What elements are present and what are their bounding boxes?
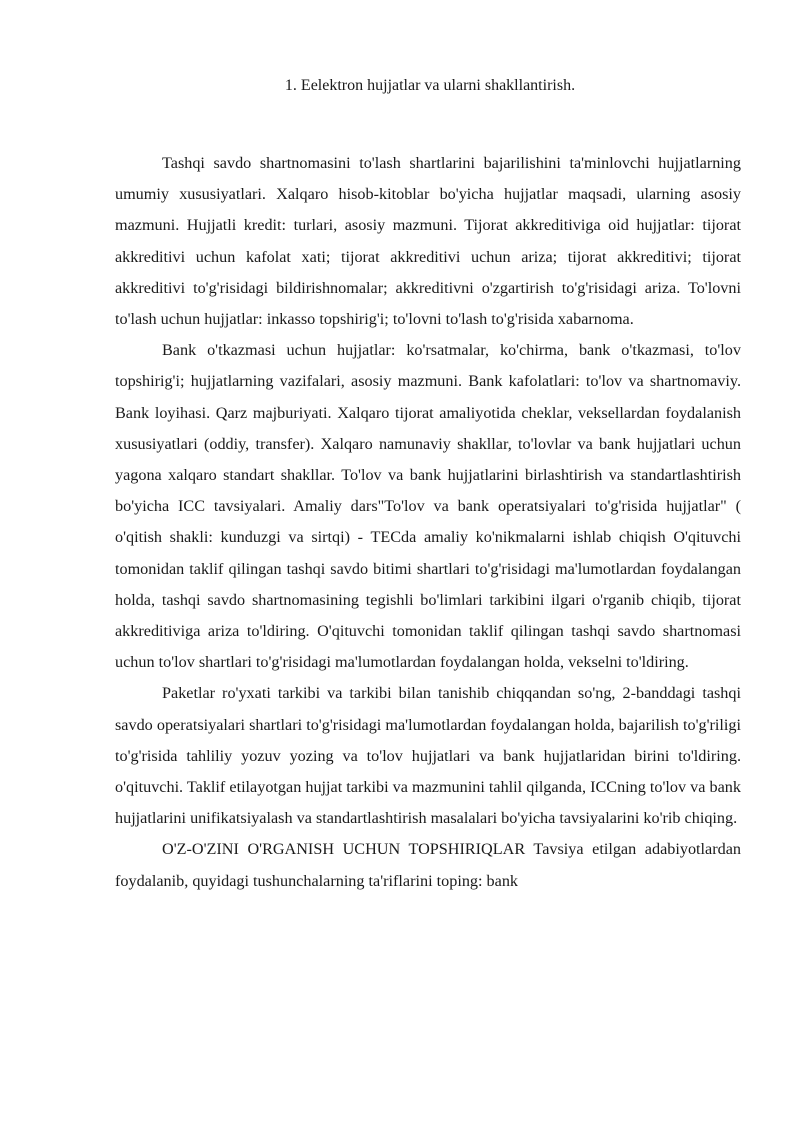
paragraph-1: Tashqi savdo shartnomasini to'lash shartlarini bajarilishini ta'minlovchi hujjatlarning umumiy xususiyatlari. Xalqaro hisob-kitoblar bo'yicha hujjatlar maqsadi, ularning asosiy mazmuni. Hujjatli kredit: turlari, asosiy mazmuni. Tijorat akkreditiviga oid hujjatlar: tijorat akkreditivi uchun kafolat xati; tijorat akkreditivi uchun ariza; tijorat akkreditivi; tijorat akkreditivi to'g'risidagi bildirishnomalar; akkreditivni o'zgartirish to'g'risidagi ariza. To'lovni to'lash uchun hujjatlar: inkasso topshirig'i; to'lovni to'lash to'g'risida xabarnoma. [115,154,741,329]
paragraph-2: Bank o'tkazmasi uchun hujjatlar: ko'rsatmalar, ko'chirma, bank o'tkazmasi, to'lov topshirig'i; hujjatlarning vazifalari, asosiy mazmuni. Bank kafolatlari: to'lov va shartnomaviy. Bank loyihasi. Qarz majburiyati. Xalqaro tijorat amaliyotida cheklar, veksellardan foydalanish xususiyatlari (oddiy, transfer). Xalqaro namunaviy shakllar, to'lovlar va bank hujjatlari uchun yagona xalqaro standart shakllar. To'lov va bank hujjatlarini birlashtirish va standartlashtirish bo'yicha ICC tavsiyalari. Amaliy dars"To'lov va bank operatsiyalari to'g'risida hujjatlar" ( o'qitish shakli: kunduzgi va sirtqi) - TECda amaliy ko'nikmalarni ishlab chiqish O'qituvchi tomonidan taklif qilingan tashqi savdo bitimi shartlari to'g'risidagi ma'lumotlardan foydalangan holda, tashqi savdo shartnomasining tegishli bo'limlari tarkibini ilgari o'rganib chiqib, tijorat akkreditiviga ariza to'ldiring. O'qituvchi tomonidan taklif qilingan tashqi savdo shartnomasi uchun to'lov shartlari to'g'risidagi ma'lumotlardan foydalangan holda, vekselni to'ldiring. [115,341,741,672]
section-title: 1. Eelektron hujjatlar va ularni shakllantirish. [284,77,576,94]
paragraph-4: O'Z-O'ZINI O'RGANISH UCHUN TOPSHIRIQLAR Tavsiya etilgan adabiyotlardan foydalanib, quyidagi tushunchalarning ta'riflarini toping: bank [115,840,741,890]
body-text [115,148,741,897]
paragraph-3: Paketlar ro'yxati tarkibi va tarkibi bilan tanishib chiqqandan so'ng, 2-banddagi tashqi savdo operatsiyalari shartlari to'g'risidagi ma'lumotlardan foydalangan holda, bajarilish to'g'riligi to'g'risida tahliliy yozuv yozing va to'lov hujjatlari va bank hujjatlaridan birini to'ldiring. o'qituvchi. Taklif etilayotgan hujjat tarkibi va mazmunini tahlil qilganda, ICCning to'lov va bank hujjatlarini unifikatsiyalash va standartlashtirish masalalari bo'yicha tavsiyalarini ko'rib chiqing. [115,684,741,828]
